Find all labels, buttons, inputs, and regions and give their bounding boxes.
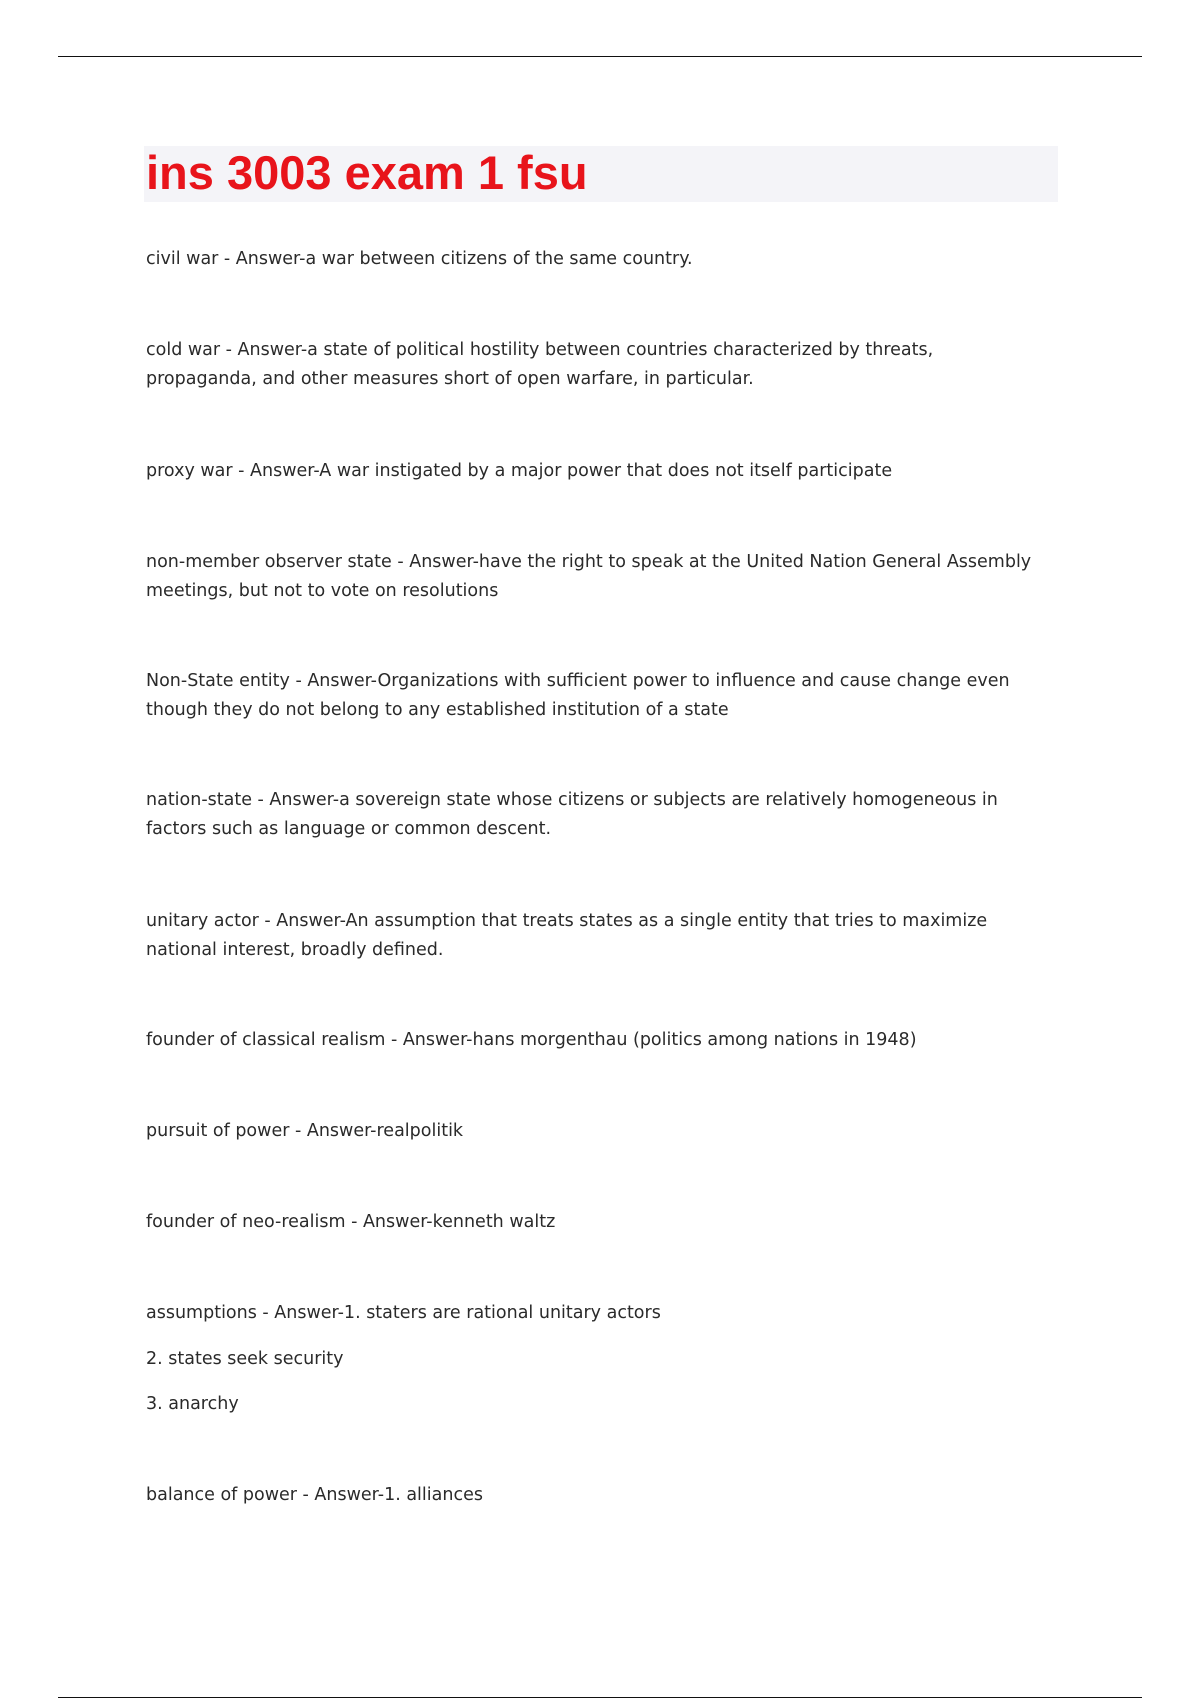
entry-line: propaganda, and other measures short of open warfare, in particular. [146, 369, 754, 389]
entry-line: 3. anarchy [146, 1394, 239, 1414]
entry-line: nation-state - Answer-a sovereign state whose citizens or subjects are relatively homogeneous in [146, 790, 998, 810]
entry-line: pursuit of power - Answer-realpolitik [146, 1121, 464, 1141]
entry-line: balance of power - Answer-1. alliances [146, 1485, 483, 1505]
entry-line: meetings, but not to vote on resolutions [146, 581, 499, 601]
bottom-rule [58, 1697, 1142, 1698]
top-rule [58, 56, 1142, 57]
flashcard-entry [146, 548, 1066, 606]
entry-line: civil war - Answer-a war between citizens of the same country. [146, 249, 693, 269]
entry-line: cold war - Answer-a state of political hostility between countries characterized by threats, [146, 340, 934, 360]
document-title: ins 3003 exam 1 fsu [146, 146, 588, 199]
entry-line: though they do not belong to any established institution of a state [146, 700, 729, 720]
flashcard-entry [146, 1481, 1066, 1510]
entry-line: unitary actor - Answer-An assumption that treats states as a single entity that tries to maximize [146, 911, 988, 931]
flashcard-entry [146, 1299, 1066, 1419]
entry-line: Non-State entity - Answer-Organizations with sufficient power to influence and cause change even [146, 671, 1010, 691]
flashcard-entry [146, 667, 1066, 725]
entry-line: founder of classical realism - Answer-hans morgenthau (politics among nations in 1948) [146, 1030, 917, 1050]
entry-line: factors such as language or common descent. [146, 819, 552, 839]
flashcard-entry [146, 457, 1066, 486]
entry-line: national interest, broadly defined. [146, 940, 444, 960]
flashcard-entry [146, 1026, 1066, 1055]
entry-line: non-member observer state - Answer-have the right to speak at the United Nation General Assembly [146, 552, 1032, 572]
flashcard-entry [146, 1208, 1066, 1237]
flashcard-entry [146, 1117, 1066, 1146]
flashcard-entry [146, 336, 1066, 394]
entry-line: proxy war - Answer-A war instigated by a major power that does not itself participate [146, 461, 893, 481]
entry-line: founder of neo-realism - Answer-kenneth waltz [146, 1212, 556, 1232]
flashcard-entry [146, 786, 1066, 844]
entry-line: 2. states seek security [146, 1349, 344, 1369]
entry-line: assumptions - Answer-1. staters are rational unitary actors [146, 1303, 661, 1323]
flashcard-entry [146, 245, 1066, 274]
flashcard-entry [146, 907, 1066, 965]
